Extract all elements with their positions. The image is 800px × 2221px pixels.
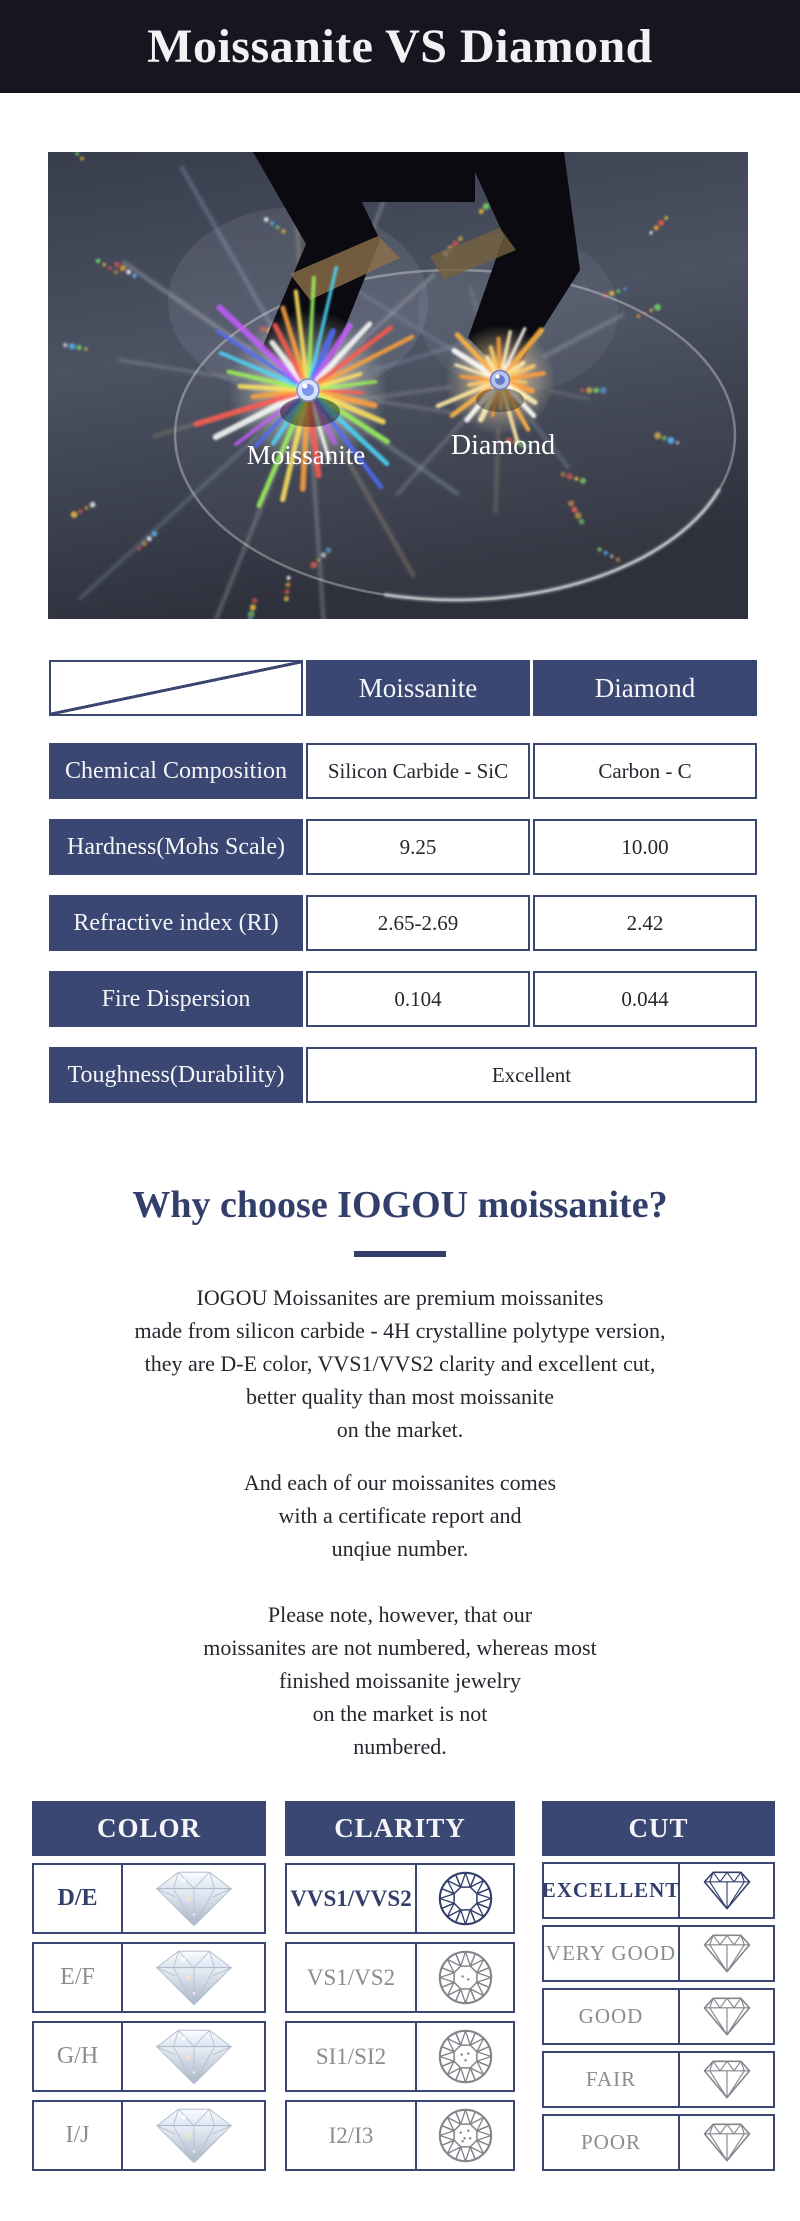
clarity-top-view-icon (417, 2102, 513, 2169)
row-label: Hardness(Mohs Scale) (49, 819, 303, 875)
color-row-ij: I/J (32, 2100, 266, 2171)
color-table-header: COLOR (32, 1801, 266, 1856)
moissanite-value: 9.25 (306, 819, 530, 875)
shared-value: Excellent (306, 1047, 757, 1103)
diamond-photo-label: Diamond (450, 430, 556, 461)
diamond-photo-icon (123, 1944, 264, 2011)
color-row-gh: G/H (32, 2021, 266, 2092)
clarity-table (285, 1801, 515, 2171)
color-row-ef: E/F (32, 1942, 266, 2013)
moissanite-column-header: Moissanite (306, 660, 530, 716)
moissanite-vs-diamond-photo (48, 152, 748, 619)
row-label: Refractive index (RI) (49, 895, 303, 951)
clarity-row-vvs: VVS1/VVS2 (285, 1863, 515, 1934)
table-row-hardness (49, 819, 757, 875)
title-banner (0, 0, 800, 93)
moissanite-photo-label: Moissanite (246, 440, 366, 470)
why-paragraph-1: IOGOU Moissanites are premium moissanites made from silicon carbide - 4H crystalline polytype version, they are D-E color, VVS1/VVS2 clarity and excellent cut, better quality than most moissanite on the market. (134, 1285, 666, 1442)
clarity-row-si: SI1/SI2 (285, 2021, 515, 2092)
color-table (32, 1801, 266, 2171)
cut-row-excellent: EXCELLENT (542, 1862, 775, 1919)
cut-profile-icon (680, 1927, 773, 1980)
table-row-chemical-composition (49, 743, 757, 799)
table-row-fire-dispersion (49, 971, 757, 1027)
clarity-top-view-icon (417, 1944, 513, 2011)
table-row-toughness (49, 1047, 757, 1103)
row-label: Fire Dispersion (49, 971, 303, 1027)
cut-profile-icon (680, 2053, 773, 2106)
diamond-photo-icon (123, 1865, 264, 1932)
diamond-stone (491, 371, 510, 390)
why-paragraph-2: And each of our moissanites comes with a certificate report and unqiue number. (243, 1470, 557, 1561)
cut-table-header: CUT (542, 1801, 775, 1856)
why-paragraph-3: Please note, however, that our moissanites are not numbered, whereas most finished moissanite jewelry on the market is not numbered. (203, 1602, 597, 1759)
diamond-photo-icon (123, 2102, 264, 2169)
row-label: Toughness(Durability) (49, 1047, 303, 1103)
moissanite-value: 0.104 (306, 971, 530, 1027)
clarity-row-vs: VS1/VS2 (285, 1942, 515, 2013)
cut-row-poor: POOR (542, 2114, 775, 2171)
why-choose-section (0, 1183, 800, 1763)
cut-row-fair: FAIR (542, 2051, 775, 2108)
diamond-value: 10.00 (533, 819, 757, 875)
table-row-refractive-index (49, 895, 757, 951)
clarity-top-view-icon (417, 2023, 513, 2090)
clarity-row-i2: I2/I3 (285, 2100, 515, 2171)
diamond-value: 0.044 (533, 971, 757, 1027)
cut-row-good: GOOD (542, 1988, 775, 2045)
diamond-photo-icon (123, 2023, 264, 2090)
cut-profile-icon (680, 2116, 773, 2169)
color-row-de: D/E (32, 1863, 266, 1934)
page-title: Moissanite VS Diamond (147, 20, 653, 73)
heading-underline (354, 1251, 446, 1257)
comparison-header-row (49, 660, 757, 716)
diagonal-corner-cell (49, 660, 303, 716)
row-label: Chemical Composition (49, 743, 303, 799)
diamond-column-header: Diamond (533, 660, 757, 716)
product-photo (48, 152, 748, 619)
cut-profile-icon (680, 1864, 773, 1917)
diamond-value: 2.42 (533, 895, 757, 951)
moissanite-stone (297, 379, 319, 401)
cut-table (542, 1801, 775, 2171)
diamond-value: Carbon - C (533, 743, 757, 799)
clarity-table-header: CLARITY (285, 1801, 515, 1856)
moissanite-value: Silicon Carbide - SiC (306, 743, 530, 799)
grade-tables (32, 1801, 800, 2171)
moissanite-value: 2.65-2.69 (306, 895, 530, 951)
clarity-top-view-icon (417, 1865, 513, 1932)
cut-row-very-good: VERY GOOD (542, 1925, 775, 1982)
section-heading: Why choose IOGOU moissanite? (132, 1184, 668, 1226)
comparison-table (49, 660, 757, 1103)
cut-profile-icon (680, 1990, 773, 2043)
